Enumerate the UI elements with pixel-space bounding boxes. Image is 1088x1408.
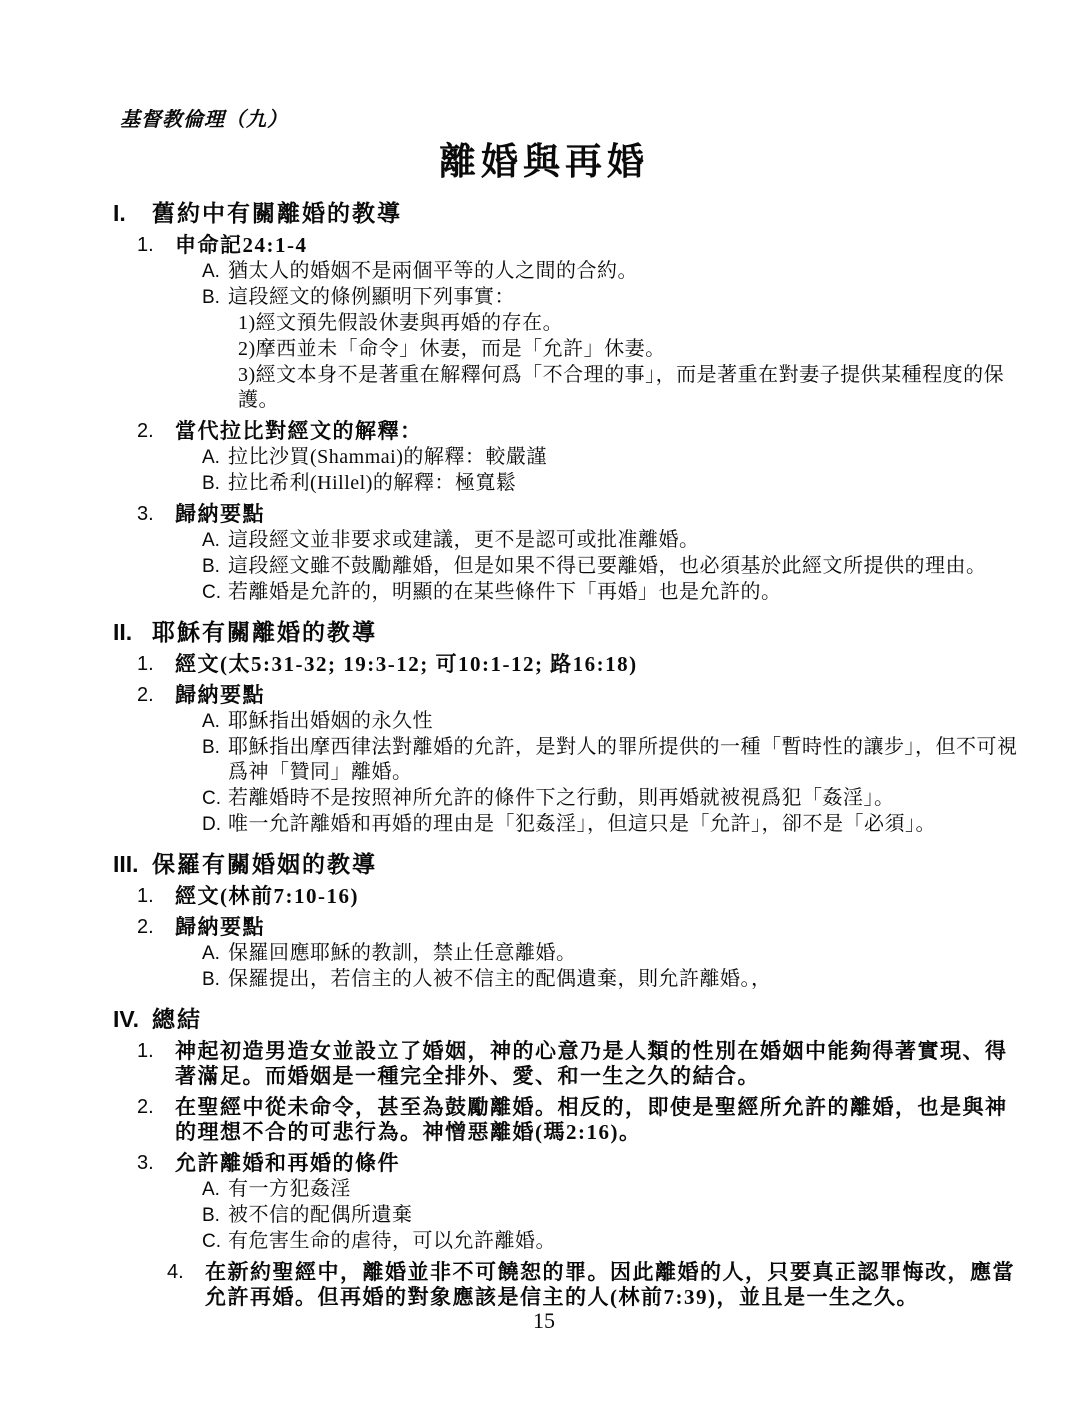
outline-item-label: 1.	[137, 234, 154, 256]
outline-item-text: 允許離婚和再婚的條件	[175, 1151, 400, 1175]
outline-item	[137, 1095, 1018, 1145]
outline-subsubitem-text: 2)摩西並未「命令」休妻，而是「允許」休妻。	[238, 338, 666, 360]
outline-item	[137, 233, 1018, 258]
outline-item-label: 2.	[137, 916, 154, 938]
section-heading	[113, 851, 1018, 878]
outline-subitem	[202, 941, 1018, 966]
outline-item-text: 經文(林前7:10-16)	[175, 884, 359, 908]
outline-subitem-text: 耶穌指出摩西律法對離婚的允許，是對人的罪所提供的一種「暫時性的讓步」，但不可視爲神「贊同」離婚。	[228, 736, 1018, 783]
outline-item-text: 在新約聖經中，離婚並非不可饒恕的罪。因此離婚的人，只要真正認罪悔改，應當允許再婚。但再婚的對象應該是信主的人(林前7:39)，並且是一生之久。	[205, 1260, 1015, 1309]
outline-item-text: 歸納要點	[175, 683, 265, 707]
outline-item-label: 2.	[137, 1096, 154, 1118]
lecture-outline	[0, 200, 1088, 1310]
outline-item-text: 當代拉比對經文的解釋：	[175, 419, 423, 443]
outline-item	[137, 683, 1018, 708]
outline-subitem	[202, 259, 1018, 284]
outline-subitem	[202, 580, 1018, 605]
page-number: 15	[533, 1308, 555, 1333]
section-heading-text: 舊約中有關離婚的教導	[152, 201, 402, 226]
section-heading-label: IV.	[113, 1006, 140, 1032]
outline-item	[167, 1260, 1018, 1310]
outline-subitem-label: C.	[202, 582, 221, 603]
outline-subsubitem	[238, 337, 1018, 362]
outline-subitem-text: 拉比希利(Hillel)的解釋：極寬鬆	[228, 472, 517, 494]
outline-section-III	[0, 851, 1088, 992]
outline-subitem	[202, 967, 1018, 992]
outline-item-text: 神起初造男造女並設立了婚姻，神的心意乃是人類的性別在婚姻中能夠得著實現、得著滿足。而婚姻是一種完全排外、愛、和一生之久的結合。	[175, 1039, 1008, 1088]
outline-item-text: 經文(太5:31-32; 19:3-12; 可10:1-12; 路16:18)	[175, 652, 638, 676]
outline-subitem-text: 這段經文並非要求或建議，更不是認可或批准離婚。	[228, 529, 700, 551]
section-heading	[113, 1006, 1018, 1033]
outline-subitem-label: C.	[202, 788, 221, 809]
outline-item-text: 申命記24:1-4	[175, 233, 308, 257]
outline-item-label: 2.	[137, 420, 154, 442]
outline-subitem-label: A.	[202, 447, 220, 468]
outline-subitem-label: B.	[202, 737, 220, 758]
outline-item	[137, 652, 1018, 677]
outline-subitem-text: 保羅回應耶穌的教訓，禁止任意離婚。	[228, 942, 577, 964]
outline-subitem-text: 這段經文的條例顯明下列事實：	[228, 286, 515, 308]
outline-subitem-label: B.	[202, 969, 220, 990]
outline-subitem-text: 若離婚時不是按照神所允許的條件下之行動，則再婚就被視爲犯「姦淫」。	[228, 787, 895, 809]
outline-subitem	[202, 709, 1018, 734]
outline-subitem-text: 耶穌指出婚姻的永久性	[228, 710, 433, 732]
outline-item-label: 2.	[137, 684, 154, 706]
outline-subitem	[202, 471, 1018, 496]
section-heading-text: 保羅有關婚姻的教導	[152, 852, 377, 877]
section-heading	[113, 200, 1018, 227]
section-heading-label: II.	[113, 619, 133, 645]
outline-item	[137, 1039, 1018, 1089]
outline-subitem-label: C.	[202, 1231, 221, 1252]
outline-subitem	[202, 285, 1018, 310]
outline-subitem	[202, 445, 1018, 470]
outline-item	[137, 915, 1018, 940]
outline-subitem	[202, 1203, 1018, 1228]
outline-subitem-text: 唯一允許離婚和再婚的理由是「犯姦淫」，但這只是「允許」，卻不是「必須」。	[228, 813, 936, 835]
outline-subitem-text: 被不信的配偶所遺棄	[228, 1204, 413, 1226]
outline-subsubitem-text: 3)經文本身不是著重在解釋何爲「不合理的事」，而是著重在對妻子提供某種程度的保護。	[238, 364, 1005, 411]
outline-subitem	[202, 1177, 1018, 1202]
course-header: 基督教倫理（九）	[120, 109, 288, 131]
outline-item-label: 3.	[137, 503, 154, 525]
outline-subsubitem	[238, 311, 1018, 336]
outline-subitem-label: B.	[202, 1205, 220, 1226]
outline-subitem	[202, 735, 1018, 785]
outline-subitem-text: 有危害生命的虐待，可以允許離婚。	[228, 1230, 556, 1252]
section-heading-label: I.	[113, 200, 126, 226]
outline-item	[137, 502, 1018, 527]
outline-subitem-label: B.	[202, 556, 220, 577]
outline-subitem	[202, 1229, 1018, 1254]
outline-subitem-text: 若離婚是允許的，明顯的在某些條件下「再婚」也是允許的。	[228, 581, 782, 603]
outline-subitem	[202, 786, 1018, 811]
outline-subitem-text: 這段經文雖不鼓勵離婚，但是如果不得已要離婚，也必須基於此經文所提供的理由。	[228, 555, 987, 577]
outline-subitem-text: 猶太人的婚姻不是兩個平等的人之間的合約。	[228, 260, 638, 282]
outline-subitem-text: 有一方犯姦淫	[228, 1178, 351, 1200]
outline-subitem	[202, 812, 1018, 837]
outline-section-IV	[0, 1006, 1088, 1310]
outline-item-label: 3.	[137, 1152, 154, 1174]
outline-subitem-label: D.	[202, 814, 221, 835]
outline-item	[137, 419, 1018, 444]
outline-section-II	[0, 619, 1088, 837]
outline-subitem-label: A.	[202, 1179, 220, 1200]
outline-item-text: 在聖經中從未命令，甚至為鼓勵離婚。相反的，即使是聖經所允許的離婚，也是與神的理想不合的可悲行為。神憎惡離婚(瑪2:16)。	[175, 1095, 1008, 1144]
outline-subitem-label: B.	[202, 473, 220, 494]
outline-item	[137, 1151, 1018, 1176]
outline-subitem-label: A.	[202, 530, 220, 551]
section-heading-text: 總結	[152, 1007, 202, 1032]
outline-subitem-label: A.	[202, 261, 220, 282]
outline-subitem-label: A.	[202, 711, 220, 732]
section-heading-label: III.	[113, 851, 139, 877]
outline-subitem-text: 保羅提出，若信主的人被不信主的配偶遺棄，則允許離婚。，	[228, 968, 772, 990]
page-title: 離婚與再婚	[439, 142, 649, 183]
outline-subitem	[202, 554, 1018, 579]
outline-item-text: 歸納要點	[175, 502, 265, 526]
outline-item-label: 4.	[167, 1261, 184, 1283]
outline-item-label: 1.	[137, 885, 154, 907]
outline-subitem-label: A.	[202, 943, 220, 964]
outline-subsubitem-text: 1)經文預先假設休妻與再婚的存在。	[238, 312, 564, 334]
outline-subsubitem	[238, 363, 1018, 413]
outline-item-label: 1.	[137, 653, 154, 675]
outline-subitem-label: B.	[202, 287, 220, 308]
outline-item-label: 1.	[137, 1040, 154, 1062]
section-heading-text: 耶穌有關離婚的教導	[152, 620, 377, 645]
outline-item-text: 歸納要點	[175, 915, 265, 939]
outline-section-I	[0, 200, 1088, 605]
section-heading	[113, 619, 1018, 646]
outline-subitem	[202, 528, 1018, 553]
outline-subitem-text: 拉比沙買(Shammai)的解釋：較嚴謹	[228, 446, 547, 468]
outline-item	[137, 884, 1018, 909]
